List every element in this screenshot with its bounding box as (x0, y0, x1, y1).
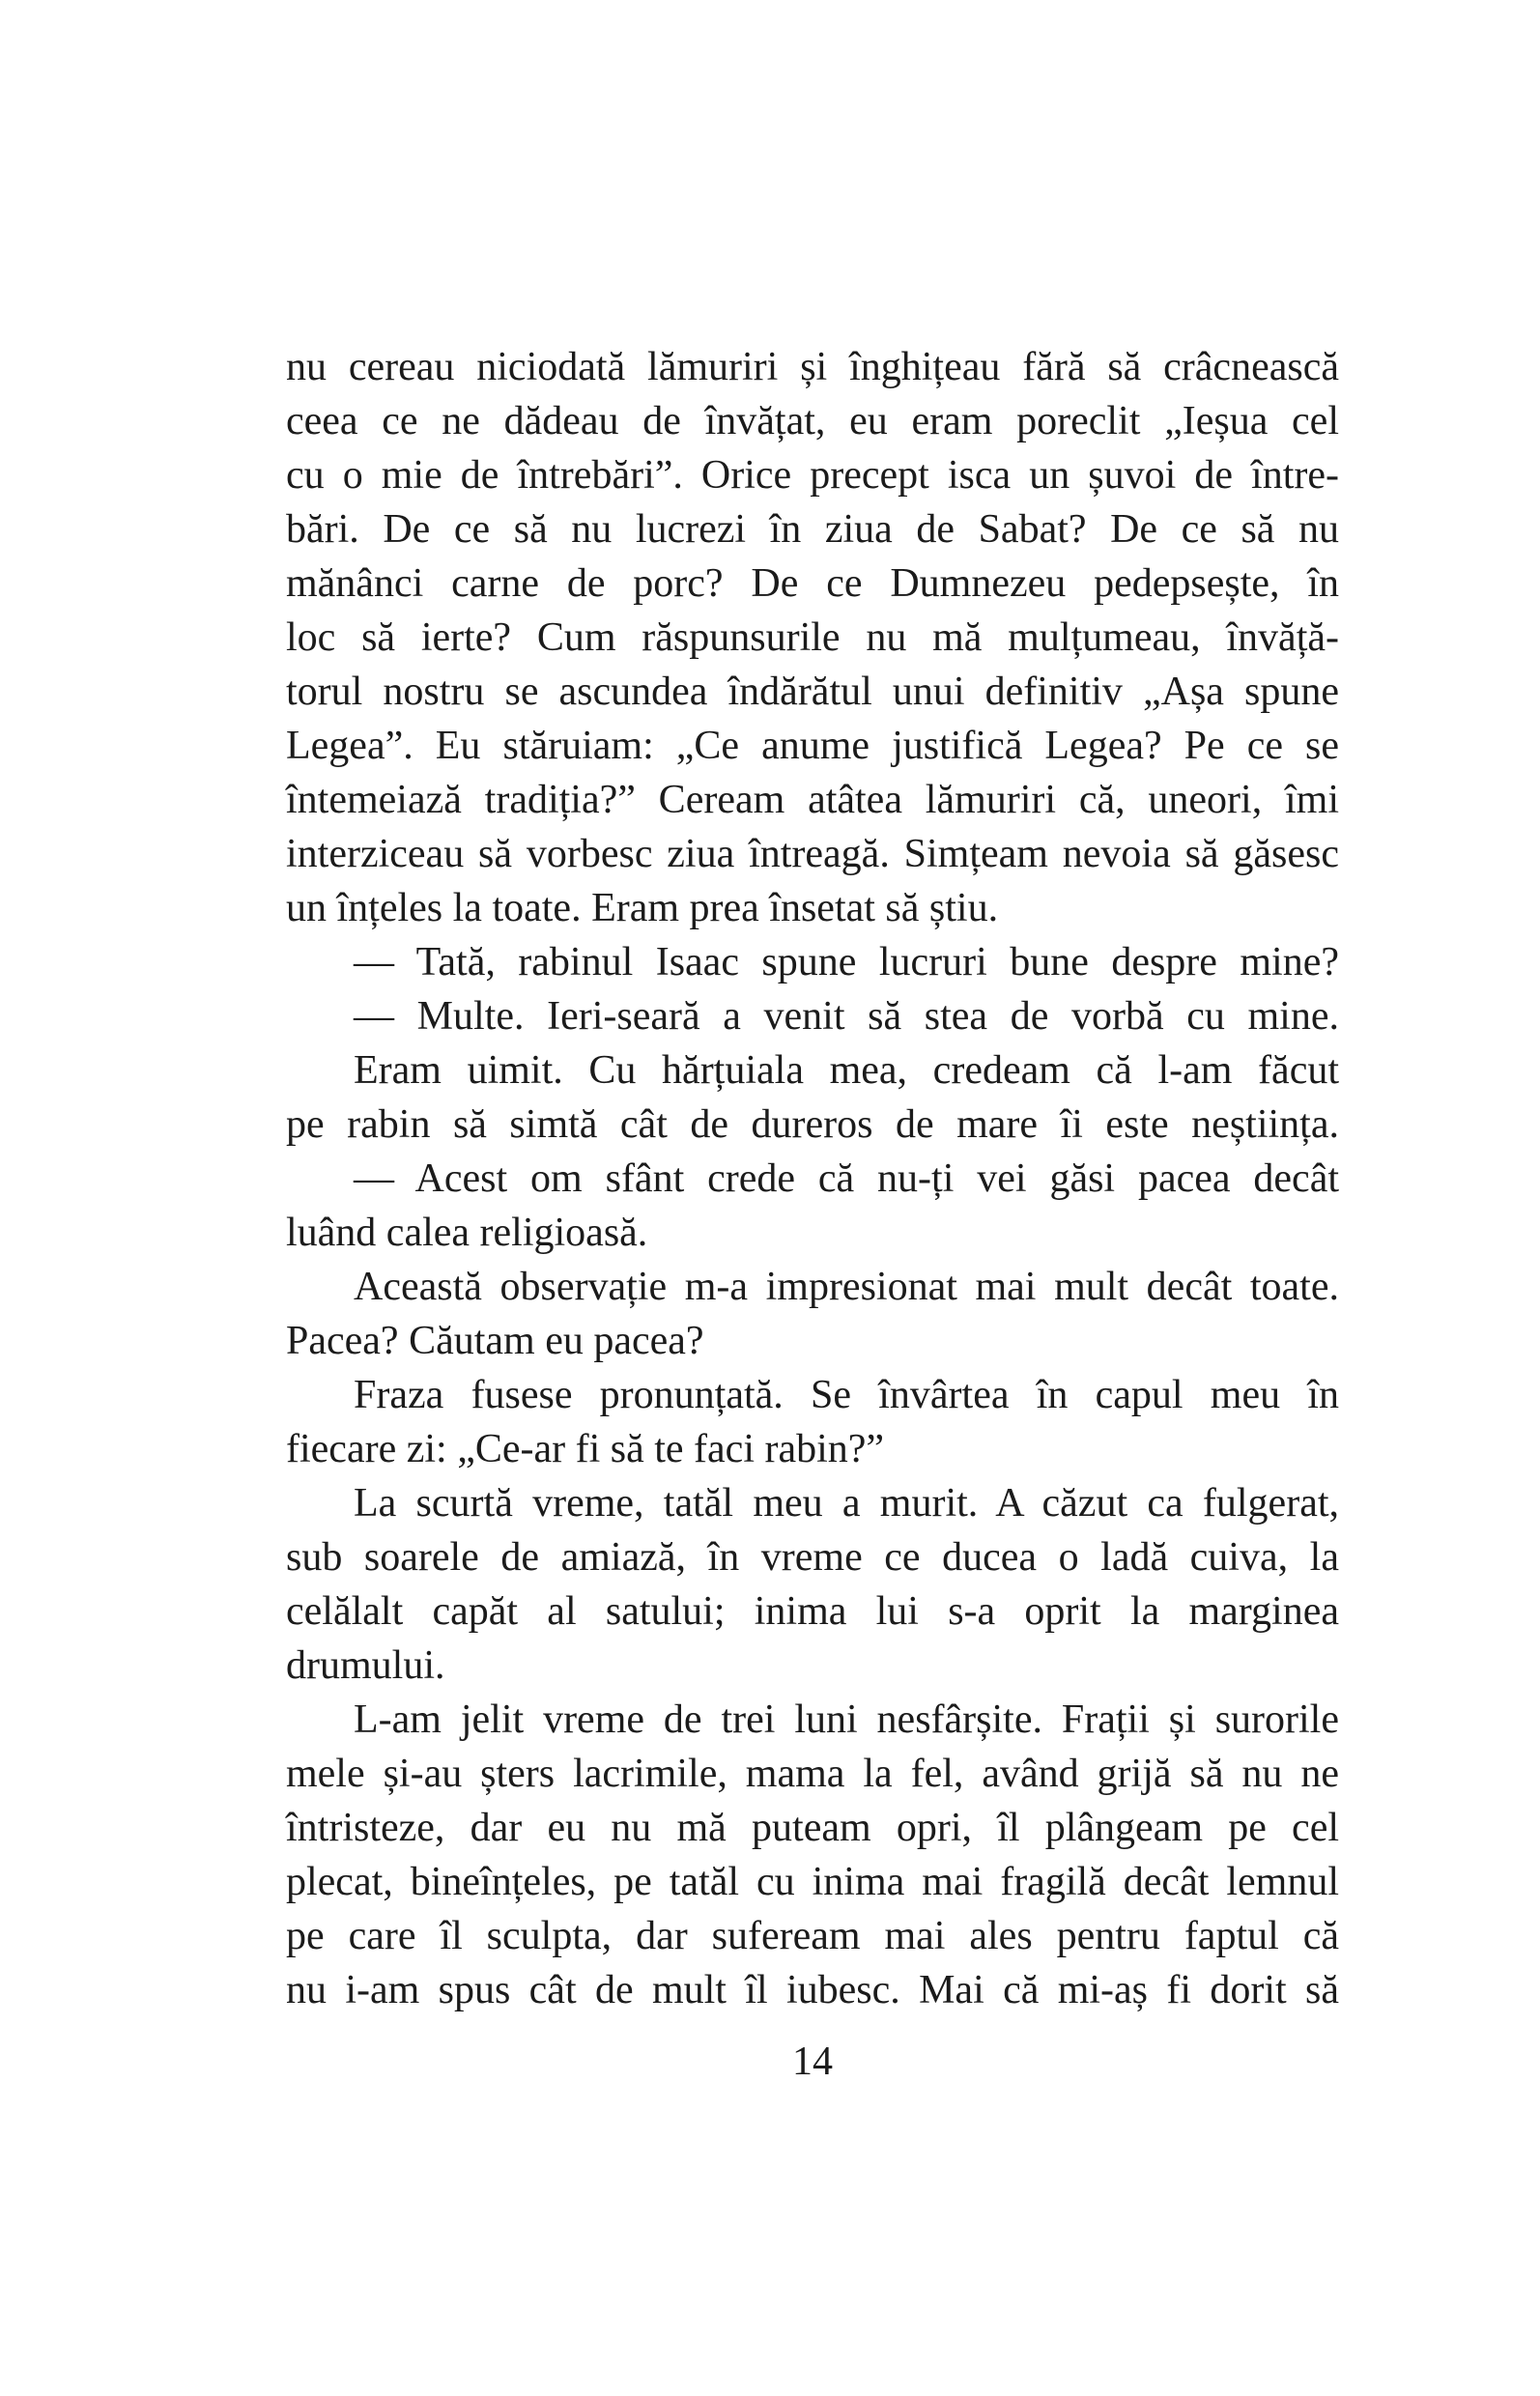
text-line: Legea”. Eu stăruiam: „Ce anume justifică Legea? Pe ce se (286, 724, 1339, 768)
text-line-dialogue: — Acest om sfânt crede că nu-ți vei găsi pacea decât (354, 1156, 1339, 1201)
text-line: fiecare zi: „Ce-ar fi să te faci rabin?” (286, 1427, 885, 1471)
text-line: loc să ierte? Cum răspunsurile nu mă mulțumeau, învăță- (286, 615, 1339, 660)
text-line: plecat, bineînțeles, pe tatăl cu inima mai fragilă decât lemnul (286, 1860, 1339, 1904)
text-line: Eram uimit. Cu hărțuiala mea, credeam că l-am făcut (354, 1048, 1339, 1093)
text-line: Pacea? Căutam eu pacea? (286, 1319, 704, 1363)
text-line: Fraza fusese pronunțată. Se învârtea în capul meu în (354, 1373, 1339, 1417)
text-line: L-am jelit vreme de trei luni nesfârșite. Frații și surorile (354, 1697, 1339, 1742)
text-line: sub soarele de amiază, în vreme ce ducea o ladă cuiva, la (286, 1535, 1339, 1580)
text-block (286, 340, 1339, 2017)
text-line: luând calea religioasă. (286, 1211, 648, 1255)
text-line: întemeiază tradiția?” Ceream atâtea lămuriri că, uneori, îmi (286, 778, 1339, 822)
text-line: pe care îl sculpta, dar sufeream mai ales pentru faptul că (286, 1914, 1339, 1958)
text-line: un înțeles la toate. Eram prea însetat să știu. (286, 886, 999, 930)
text-line: bări. De ce să nu lucrezi în ziua de Sabat? De ce să nu (286, 507, 1339, 552)
text-line: pe rabin să simtă cât de dureros de mare îi este neștiința. (286, 1102, 1339, 1147)
text-line: celălalt capăt al satului; inima lui s-a oprit la marginea (286, 1589, 1339, 1634)
text-line: Această observație m-a impresionat mai mult decât toate. (354, 1265, 1339, 1309)
text-line: mănânci carne de porc? De ce Dumnezeu pedepsește, în (286, 561, 1339, 606)
text-line: drumului. (286, 1643, 445, 1688)
text-line-dialogue: — Tată, rabinul Isaac spune lucruri bune despre mine? (354, 940, 1339, 984)
text-line: ceea ce ne dădeau de învățat, eu eram poreclit „Ieșua cel (286, 399, 1339, 443)
text-line: nu cereau niciodată lămuriri și înghițeau fără să crâcnească (286, 345, 1339, 389)
text-line: La scurtă vreme, tatăl meu a murit. A căzut ca fulgerat, (354, 1481, 1339, 1526)
text-line: interziceau să vorbesc ziua întreagă. Simțeam nevoia să găsesc (286, 832, 1339, 876)
text-line: cu o mie de întrebări”. Orice precept isca un șuvoi de între- (286, 453, 1339, 498)
page-number: 14 (792, 2039, 833, 2084)
text-line: mele și-au șters lacrimile, mama la fel, având grijă să nu ne (286, 1752, 1339, 1796)
text-line: nu i-am spus cât de mult îl iubesc. Mai că mi-aș fi dorit să (286, 1968, 1339, 2012)
text-line: întristeze, dar eu nu mă puteam opri, îl plângeam pe cel (286, 1806, 1339, 1850)
text-line-dialogue: — Multe. Ieri-seară a venit să stea de vorbă cu mine. (354, 994, 1339, 1039)
text-line: torul nostru se ascundea îndărătul unui definitiv „Așa spune (286, 670, 1339, 714)
